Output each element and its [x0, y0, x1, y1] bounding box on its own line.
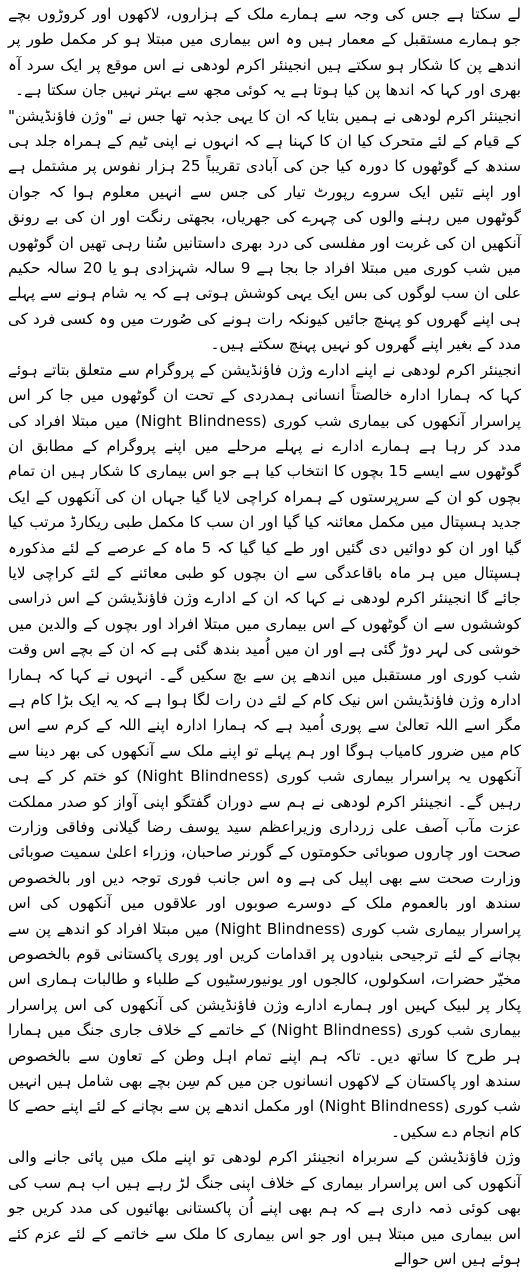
article-paragraph: انجینئر اکرم لودھی نے ہمیں بتایا کہ ان کا یہی جذبہ تھا جس نے "وژن فاؤنڈیشن" کے قیام کے لئے متحرک کیا ان کا کہنا ہے کہ انہوں نے اپنی ٹیم کے ہمراہ جلد ہی سندھ کے گوٹھوں کا دورہ کیا جن کی آبادی تقریباً 25 ہزار نفوس پر مشتمل ہے اور اپنے تئیں ایک سروے رپورٹ تیار کی جس سے انہیں معلوم ہوا کہ جوان گوٹھوں میں رہنے والوں کی چہرے کی جھریاں، بجھتی رنگت اور ان کی بے رونق آنکھیں ان کی غربت اور مفلسی کی درد بھری داستانیں سُنا رہی تھیں ان گوٹھوں میں شب کوری میں مبتلا افراد جا بجا ہے 9 سالہ شہزادی ہو یا 20 سالہ حکیم علی ان سب لوگوں کی بس ایک یہی کوشش ہوتی ہے کہ یہ شام ہونے سے پہلے ہی اپنے گھروں کو پہنچ جائیں کیونکہ رات ہونے کی صُورت میں وہ کسی فرد کی مدد کے بغیر اپنے گھروں کو نہیں پہنچ سکتے ہیں۔: [8, 106, 521, 354]
article-paragraph: انجینئر اکرم لودھی نے اپنے ادارے وژن فاؤنڈیشن کے پروگرام سے متعلق بتاتے ہوئے کہا کہ ہمارا ادارہ خالصتاً انسانی ہمدردی کے تحت ان گوٹھوں میں جا کر اس پراسرار آنکھوں کی بیماری شب کوری (Night Blindness) میں مبتلا افراد کی مدد کر رہا ہے ہمارے ادارے نے پہلے مرحلے میں اپنے پروگرام کے مطابق ان گوٹھوں سے ایسے 15 بچوں کا انتخاب کیا ہے جو اس بیماری کا شکار ہیں ان تمام بچوں کو ان کے سرپرستوں کے ہمراہ کراچی لایا گیا جہاں ان کی آنکھوں کے ایک جدید ہسپتال میں مکمل معائنہ کیا گیا اور ان سب کا مکمل طبی ریکارڈ مرتب کیا گیا اور ان کو دوائیں دی گئیں اور طے کیا گیا کہ 5 ماہ کے عرصے کے لئے مذکورہ ہسپتال میں ہر ماہ باقاعدگی سے ان بچوں کو طبی معائنے کے لئے کراچی لایا جائے گا انجینئر اکرم لودھی نے کہا کہ ان کے ادارے وژن فاؤنڈیشن کے اس ذراسی کوششوں سے ان گوٹھوں کے اس بیماری میں مبتلا افراد اور بچوں کے والدین میں خوشی کی لہر دوڑ گئی ہے اور ان میں اُمید بندھ گئی ہے کہ ان کے بچے اس وقت شب کوری اور مستقبل میں اندھے پن سے بچ سکیں گے۔ انہوں نے کہا کہ ہمارا ادارہ وژن فاؤنڈیشن اس نیک کام کے لئے دن رات لگا ہوا ہے کہ یہ ایک بڑا کام ہے مگر اسے اللہ تعالیٰ سے پوری اُمید ہے کہ ہمارا ادارہ اپنے اللہ کے کرم سے اس کام میں ضرور کامیاب ہوگا اور ہم پہلے تو اپنے ملک سے آنکھوں کی بھر دینا سے آنکھوں یہ پراسرار بیماری شب کوری (Night Blindness) کو ختم کر کے ہی رہیں گے۔ انجینئر اکرم لودھی نے ہم سے دوران گفتگو اپنی آواز کو صدر مملکت عزت مآب آصف علی زرداری وزیراعظم سید یوسف رضا گیلانی وفاقی وزارت صحت اور چاروں صوبائی حکومتوں کے گورنر صاحبان، وزراء اعلیٰ سمیت صوبائی وزارت صحت سے بھی اپیل کی ہے وہ اس جانب فوری توجہ دیں اور بالخصوص سندھ اور بالعموم ملک کے دوسرے صوبوں اور علاقوں میں آنکھوں کی اس پراسرار بیماری شب کوری (Night Blindness) میں مبتلا افراد کو اندھے پن سے بچانے کے لئے ترجیحی بنیادوں پر اقدامات کریں اور پوری پاکستانی قوم بالخصوص مخیّر حضرات، اسکولوں، کالجوں اور یونیورسٹیوں کے طلباء و طالبات ہماری اس پکار پر لبیک کہیں اور ہمارے ادارے وژن فاؤنڈیشن کی آنکھوں کی اس پراسرار بیماری شب کوری (Night Blindness) کے خاتمے کے خلاف جاری جنگ میں ہمارا ہر طرح کا ساتھ دیں۔ تاکہ ہم اپنے تمام اہل وطن کے تعاون سے بالخصوص سندھ اور پاکستان کے لاکھوں انسانوں جن میں کم سِن بچے بھی شامل ہیں انہیں شب کوری (Night Blindness) اور مکمل اندھے پن سے بچانے کے لئے اپنے حصے کا کام انجام دے سکیں۔: [8, 360, 521, 1141]
article-paragraph: لے سکتا ہے جس کی وجہ سے ہمارے ملک کے ہزاروں، لاکھوں اور کروڑوں بچے جو ہمارے مستقبل کے معمار ہیں وہ اس بیماری میں مبتلا ہو کر مکمل طور پر اندھے پن کا شکار ہو سکتے ہیں انجینئر اکرم لودھی نے اس موقع پر ایک سرد آہ بھری اور کہا کہ اندھا پن کیا ہوتا ہے یہ کوئی مجھ سے بہتر نہیں جان سکتا ہے۔: [8, 5, 521, 100]
article-paragraph: وژن فاؤنڈیشن کے سربراہ انجینئر اکرم لودھی تو اپنے ملک میں پائی جانے والی آنکھوں کی اس پراسرار بیماری کے خلاف اپنی جنگ لڑ رہے ہیں اب ہم سب کی بھی کوئی ذمہ داری ہے کہ ہم بھی اپنے اُن پاکستانی بھائیوں کی مدد کریں جو اس بیماری میں مبتلا ہیں اور جو اس بیماری کا ملک سے خاتمے کے لئے عزم کئے ہوئے ہیں اس حوالے: [8, 1148, 521, 1268]
